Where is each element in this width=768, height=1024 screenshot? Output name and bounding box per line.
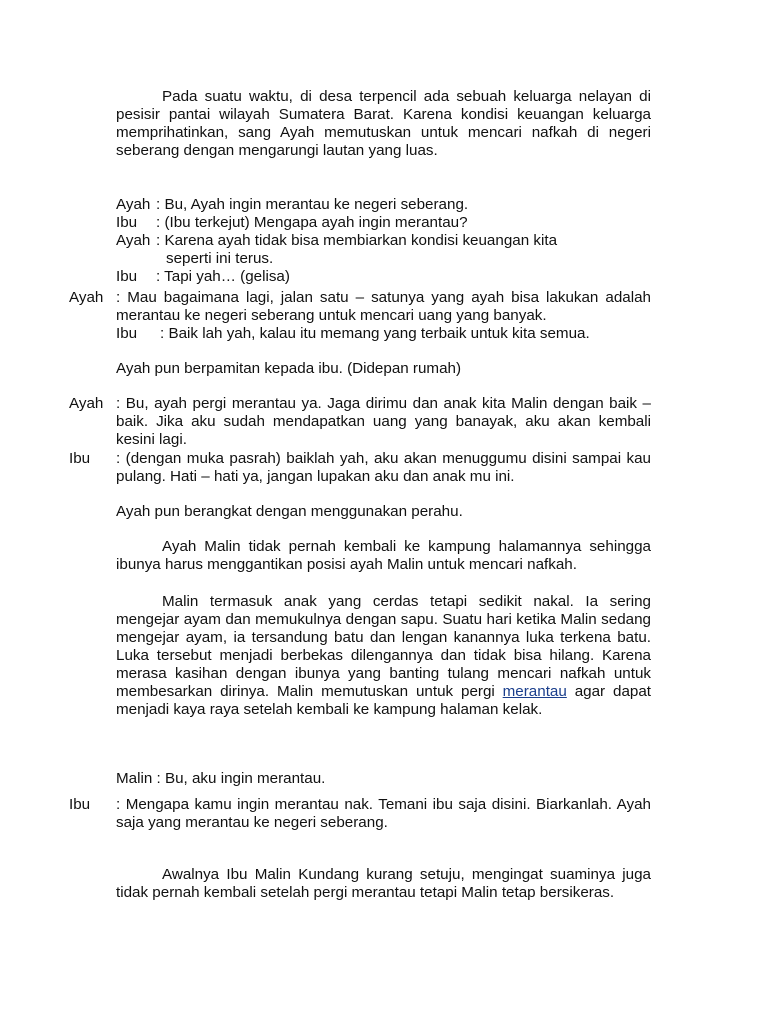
speaker-label: Ayah: [69, 289, 104, 306]
dialog-text: : Bu, aku ingin merantau.: [156, 770, 326, 787]
speaker-label: Ibu: [69, 450, 91, 467]
dialog-text: : Mau bagaimana lagi, jalan satu – satunya yang ayah bisa lakukan adalah merantau ke negeri seberang untuk mencari uang yang banyak.: [116, 289, 651, 324]
speaker-label: Ayah: [116, 232, 151, 249]
merantau-link[interactable]: merantau: [502, 683, 567, 700]
story-paragraph: Awalnya Ibu Malin Kundang kurang setuju, mengingat suaminya juga tidak pernah kembali setelah pergi merantau tetapi Malin tetap bersikeras.: [116, 866, 651, 901]
narration-line: Ayah pun berpamitan kepada ibu. (Didepan rumah): [116, 360, 462, 377]
paragraph-text: Malin termasuk anak yang cerdas tetapi sedikit nakal. Ia sering mengejar ayam dan memukulnya dengan sapu. Suatu hari ketika Malin sedang mengejar ayam, ia tersandung batu dan lengan kanannya luka terkena batu. Luka tersebut menjadi berbekas dilengannya dan tidak bisa hilang. Karena merasa kasihan dengan ibunya yang banting tulang mencari nafkah untuk membesarkan dirinya. Malin memutuskan untuk pergi: [116, 593, 651, 700]
dialog-line-continuation: [116, 250, 656, 268]
dialog-text: : (Ibu terkejut) Mengapa ayah ingin merantau?: [156, 214, 468, 231]
speaker-label: Ayah: [116, 196, 151, 213]
speaker-label: Ibu: [69, 796, 91, 813]
story-paragraph: Ayah Malin tidak pernah kembali ke kampung halamannya sehingga ibunya harus menggantikan posisi ayah Malin untuk mencari nafkah.: [116, 538, 651, 573]
dialog-text: : Bu, Ayah ingin merantau ke negeri seberang.: [156, 196, 469, 213]
dialog-text: : (dengan muka pasrah) baiklah yah, aku akan menuggumu disini sampai kau pulang. Hati – hati ya, jangan lupakan aku dan anak mu ini.: [116, 450, 651, 485]
paragraph-text: agar dapat menjadi kaya raya setelah kembali ke kampung halaman kelak.: [116, 683, 651, 718]
dialog-block-1: [116, 196, 656, 286]
dialog-line: [116, 232, 656, 250]
dialog-malin-6: [116, 770, 656, 788]
speaker-label: Ibu: [116, 214, 138, 231]
story-paragraph: [116, 593, 651, 719]
dialog-text: : Baik lah yah, kalau itu memang yang terbaik untuk kita semua.: [160, 325, 590, 342]
speaker-label: Malin: [116, 770, 153, 787]
dialog-ibu-3: [116, 325, 656, 343]
speaker-label: Ibu: [116, 268, 138, 285]
dialog-text: : Karena ayah tidak bisa membiarkan kondisi keuangan kita: [156, 232, 558, 249]
narration-line: Ayah pun berangkat dengan menggunakan perahu.: [116, 503, 463, 520]
dialog-line: [116, 268, 656, 286]
dialog-text: seperti ini terus.: [166, 250, 274, 267]
dialog-line: [116, 196, 656, 214]
speaker-label: Ibu: [116, 325, 138, 342]
dialog-line: [116, 214, 656, 232]
opening-paragraph: Pada suatu waktu, di desa terpencil ada sebuah keluarga nelayan di pesisir pantai wilayah Sumatera Barat. Karena kondisi keuangan keluarga memprihatinkan, sang Ayah memutuskan untuk mencari nafkah di negeri seberang dengan mengarungi lautan yang luas.: [116, 88, 651, 159]
dialog-text: : Tapi yah… (gelisa): [156, 268, 290, 285]
speaker-label: Ayah: [69, 395, 104, 412]
dialog-text: : Bu, ayah pergi merantau ya. Jaga dirimu dan anak kita Malin dengan baik – baik. Jika aku sudah mendapatkan uang yang banayak, aku akan kembali kesini lagi.: [116, 395, 651, 448]
dialog-text: : Mengapa kamu ingin merantau nak. Temani ibu saja disini. Biarkanlah. Ayah saja yang merantau ke negeri seberang.: [116, 796, 651, 831]
